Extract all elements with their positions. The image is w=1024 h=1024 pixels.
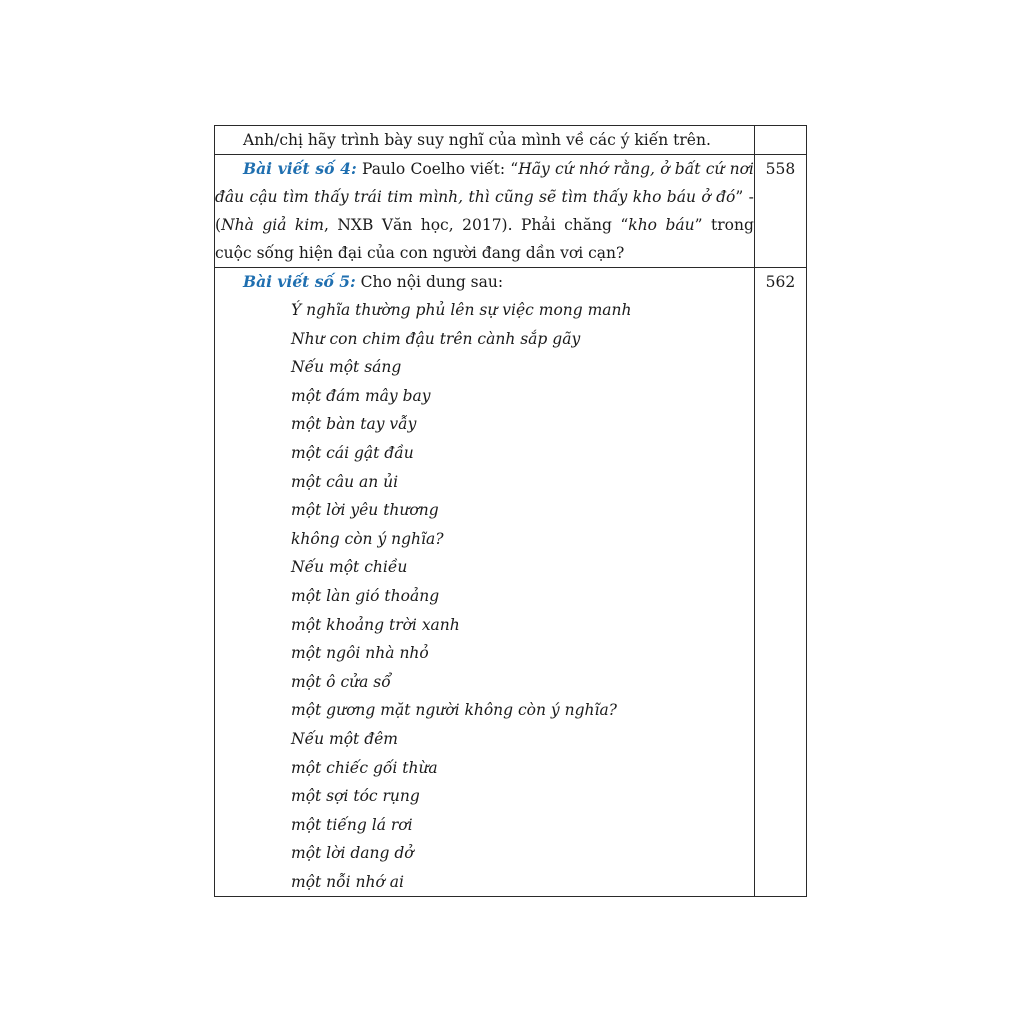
poem-line: Như con chim đậu trên cành sắp gãy <box>291 329 581 348</box>
poem-line: một đám mây bay <box>291 386 431 405</box>
poem-line: một bàn tay vẫy <box>291 415 417 434</box>
poem <box>215 296 754 896</box>
emphasis-text: kho báu <box>628 216 695 234</box>
poem-line: Ý nghĩa thường phủ lên sự việc mong manh <box>291 301 632 319</box>
page-number: 558 <box>754 155 806 268</box>
poem-line: một câu an ủi <box>291 472 399 491</box>
table-row <box>215 126 807 155</box>
poem-line: Nếu một chiều <box>291 558 408 577</box>
book-title: Nhà giả kim <box>221 216 324 234</box>
text-segment: Paulo Coelho viết: “ <box>356 160 519 178</box>
essay-label: Bài viết số 4 <box>243 159 351 178</box>
poem-line: Nếu một đêm <box>291 729 398 748</box>
poem-line: một lời yêu thương <box>291 501 439 520</box>
essay-label-suffix: : <box>350 159 357 178</box>
poem-line: một cái gật đầu <box>291 443 414 462</box>
contents-table <box>214 125 807 897</box>
poem-line: không còn ý nghĩa? <box>291 529 444 548</box>
page-number <box>754 126 806 155</box>
quote-text: Hãy cứ nhớ rằng, ở bất cứ nơi đâu cậu tìm thấy trái tim mình, thì cũng sẽ tìm thấy kho báu ở đó <box>215 160 754 206</box>
row-text: Anh/chị hãy trình bày suy nghĩ của mình về các ý kiến trên. <box>243 131 711 149</box>
table-row <box>215 155 807 268</box>
row-content <box>215 268 755 897</box>
intro-text: Cho nội dung sau: <box>355 273 504 291</box>
poem-line: một lời dang dở <box>291 844 414 863</box>
poem-line: một ô cửa sổ <box>291 672 391 691</box>
text-segment: ” trong cuộc sống hiện đại của con người đang dần vơi cạn? <box>215 216 754 262</box>
essay-5-intro <box>215 268 754 296</box>
row-content <box>215 126 755 155</box>
poem-line: Nếu một sáng <box>291 358 402 377</box>
text-segment: ” - ( <box>215 188 754 234</box>
table-row <box>215 268 807 897</box>
page-number: 562 <box>754 268 806 897</box>
poem-line: một làn gió thoảng <box>291 586 440 605</box>
essay-4-paragraph <box>215 155 754 267</box>
poem-line: một tiếng lá rơi <box>291 815 413 834</box>
poem-line: một nỗi nhớ ai <box>291 872 404 891</box>
poem-line: một gương mặt người không còn ý nghĩa? <box>291 701 617 720</box>
poem-line: một ngôi nhà nhỏ <box>291 644 429 663</box>
text-segment: , NXB Văn học, 2017). Phải chăng “ <box>323 216 629 234</box>
poem-line: một sợi tóc rụng <box>291 787 420 806</box>
essay-label: Bài viết số 5: <box>243 272 356 291</box>
poem-line: một chiếc gối thừa <box>291 758 438 777</box>
row-content <box>215 155 755 268</box>
poem-line: một khoảng trời xanh <box>291 615 460 634</box>
